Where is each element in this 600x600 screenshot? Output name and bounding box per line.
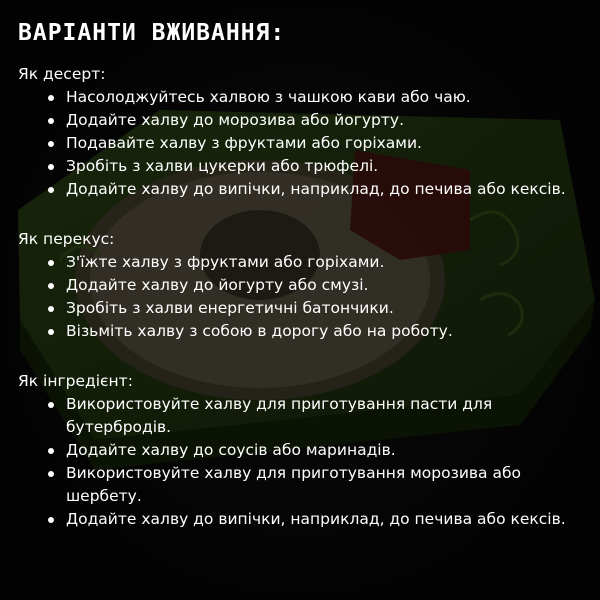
- bullet-icon: [48, 329, 54, 335]
- bullet-icon: [48, 187, 54, 193]
- bullet-icon: [48, 118, 54, 124]
- section-dessert: [18, 58, 582, 201]
- bullet-list: [18, 393, 582, 531]
- page-title: ВАРІАНТИ ВЖИВАННЯ:: [18, 20, 286, 46]
- list-item-text: Додайте халву до соусів або маринадів.: [66, 441, 396, 459]
- list-item: [46, 132, 582, 155]
- list-item-text: Зробіть з халви енергетичні батончики.: [66, 299, 394, 317]
- bullet-icon: [48, 283, 54, 289]
- list-item: [46, 251, 582, 274]
- list-item: [46, 320, 582, 343]
- list-item-text: Додайте халву до морозива або йогурту.: [66, 111, 404, 129]
- section-snack: [18, 223, 582, 343]
- section-heading: Як перекус:: [18, 230, 115, 248]
- list-item: [46, 274, 582, 297]
- list-item-text: Додайте халву до випічки, наприклад, до печива або кексів.: [66, 180, 566, 198]
- bullet-icon: [48, 517, 54, 523]
- bullet-list: [18, 251, 582, 343]
- list-item: [46, 508, 582, 531]
- bullet-icon: [48, 141, 54, 147]
- section-ingredient: [18, 365, 582, 531]
- list-item: [46, 393, 582, 439]
- list-item-text: Використовуйте халву для приготування морозива або шербету.: [66, 464, 522, 505]
- list-item-text: Подавайте халву з фруктами або горіхами.: [66, 134, 422, 152]
- list-item-text: Додайте халву до випічки, наприклад, до печива або кексів.: [66, 510, 566, 528]
- bullet-icon: [48, 260, 54, 266]
- list-item-text: Зробіть з халви цукерки або трюфелі.: [66, 157, 379, 175]
- list-item-text: З'їжте халву з фруктами або горіхами.: [66, 253, 385, 271]
- bullet-icon: [48, 306, 54, 312]
- list-item: [46, 462, 582, 508]
- bullet-icon: [48, 471, 54, 477]
- bullet-icon: [48, 95, 54, 101]
- list-item-text: Використовуйте халву для приготування пасти для бутербродів.: [66, 395, 493, 436]
- list-item: [46, 109, 582, 132]
- list-item-text: Додайте халву до йогурту або смузі.: [66, 276, 369, 294]
- bullet-icon: [48, 164, 54, 170]
- bullet-icon: [48, 402, 54, 408]
- bullet-icon: [48, 448, 54, 454]
- list-item: [46, 86, 582, 109]
- section-heading: Як десерт:: [18, 65, 106, 83]
- list-item-text: Візьміть халву з собою в дорогу або на роботу.: [66, 322, 453, 340]
- list-item: [46, 155, 582, 178]
- list-item-text: Насолоджуйтесь халвою з чашкою кави або чаю.: [66, 88, 471, 106]
- list-item: [46, 297, 582, 320]
- bullet-list: [18, 86, 582, 201]
- list-item: [46, 439, 582, 462]
- section-heading: Як інгредієнт:: [18, 372, 133, 390]
- list-item: [46, 178, 582, 201]
